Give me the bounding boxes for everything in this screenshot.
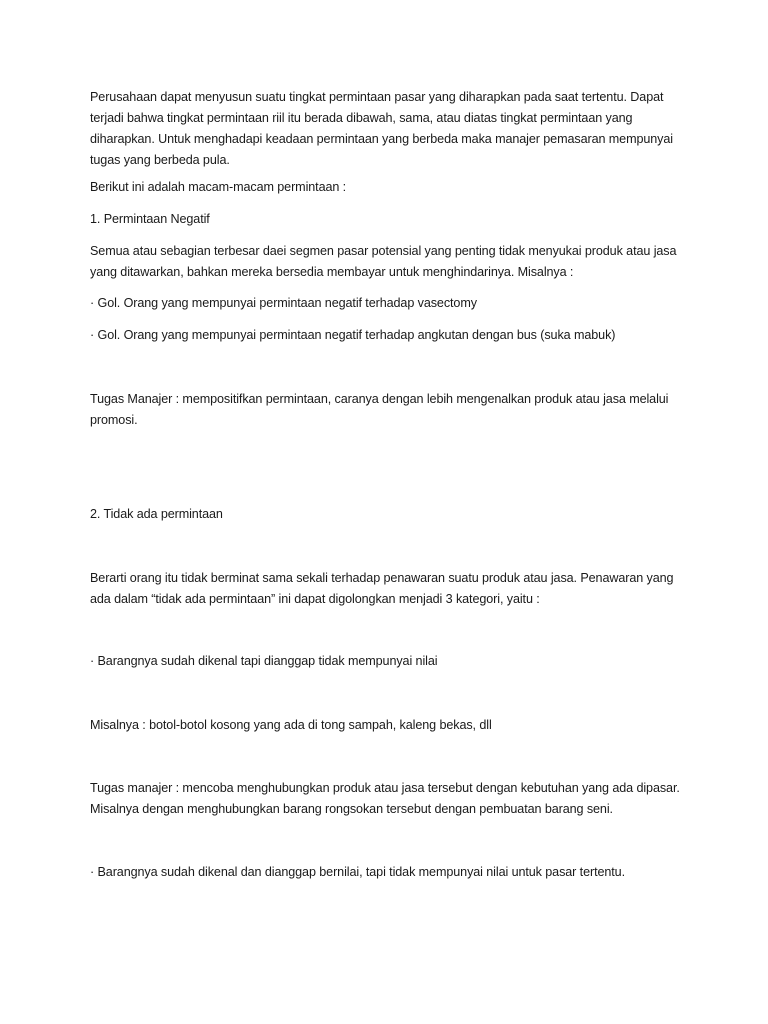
section-heading-negative-demand: 1. Permintaan Negatif	[90, 212, 210, 226]
manager-task-paragraph-1: Tugas Manajer : mempositifkan permintaan, caranya dengan lebih mengenalkan produk atau jasa melalui promosi.	[90, 392, 669, 427]
list-intro-paragraph: Berikut ini adalah macam-macam permintaan :	[90, 180, 347, 194]
no-demand-paragraph: Berarti orang itu tidak berminat sama sekali terhadap penawaran suatu produk atau jasa. Penawaran yang ada dalam “tidak ada permintaan” ini dapat digolongkan menjadi 3 kategori, yaitu :	[90, 571, 674, 606]
bullet-item-certain-market: · Barangnya sudah dikenal dan dianggap bernilai, tapi tidak mempunyai nilai untuk pasar tertentu.	[90, 865, 625, 879]
manager-task-paragraph-2: Tugas manajer : mencoba menghubungkan produk atau jasa tersebut dengan kebutuhan yang ada dipasar. Misalnya dengan menghubungkan barang rongsokan tersebut dengan pembuatan barang seni.	[90, 781, 680, 816]
bullet-item-vasectomy: · Gol. Orang yang mempunyai permintaan negatif terhadap vasectomy	[90, 296, 477, 310]
negative-demand-paragraph: Semua atau sebagian terbesar daei segmen pasar potensial yang penting tidak menyukai produk atau jasa yang ditawarkan, bahkan mereka bersedia membayar untuk menghindarinya. Misalnya :	[90, 244, 677, 279]
bullet-item-bus: · Gol. Orang yang mempunyai permintaan negatif terhadap angkutan dengan bus (suka mabuk)	[90, 328, 616, 342]
intro-paragraph: Perusahaan dapat menyusun suatu tingkat permintaan pasar yang diharapkan pada saat tertentu. Dapat terjadi bahwa tingkat permintaan riil itu berada dibawah, sama, atau diatas tingkat permintaan yang diharapkan. Untuk menghadapi keadaan permintaan yang berbeda maka manajer pemasaran mempunyai tugas yang berbeda pula.	[90, 90, 673, 167]
example-paragraph: Misalnya : botol-botol kosong yang ada di tong sampah, kaleng bekas, dll	[90, 718, 492, 732]
section-heading-no-demand: 2. Tidak ada permintaan	[90, 507, 223, 521]
bullet-item-no-value: · Barangnya sudah dikenal tapi dianggap tidak mempunyai nilai	[90, 654, 438, 668]
